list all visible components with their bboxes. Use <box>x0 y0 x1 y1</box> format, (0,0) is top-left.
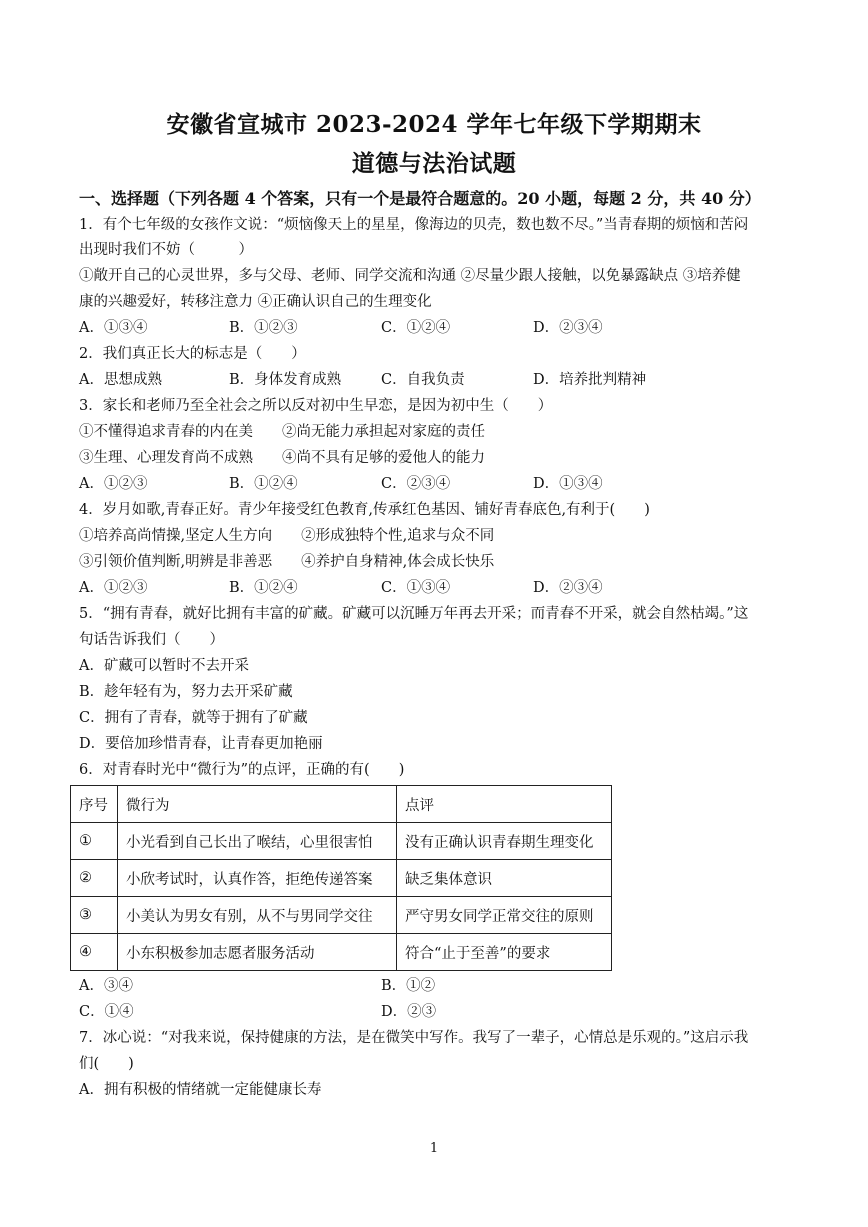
question-5-option-b[interactable]: B．趁年轻有为，努力去开采矿藏 <box>79 684 293 700</box>
question-2-option-c[interactable]: C．自我负责 <box>381 372 465 388</box>
table-row <box>71 897 612 934</box>
table-cell: ③ <box>71 897 118 934</box>
question-5-option-d[interactable]: D．要倍加珍惜青春，让青春更加艳丽 <box>79 736 323 752</box>
question-4-statements-line-1: ①培养高尚情操,坚定人生方向 ②形成独特个性,追求与众不同 <box>79 528 495 544</box>
question-4-statements-line-2: ③引领价值判断,明辨是非善恶 ④养护自身精神,体会成长快乐 <box>79 554 495 570</box>
table-cell: 小欣考试时，认真作答，拒绝传递答案 <box>118 860 397 897</box>
table-cell: 没有正确认识青春期生理变化 <box>397 823 612 860</box>
question-1-option-c[interactable]: C．①②④ <box>381 320 451 336</box>
table-cell: 符合“止于至善”的要求 <box>397 934 612 971</box>
question-7-stem-line-2: 们( ) <box>79 1056 134 1072</box>
question-4-option-a[interactable]: A．①②③ <box>79 580 148 596</box>
question-1-stem-line-2: 出现时我们不妨（ ） <box>79 242 253 258</box>
question-3-option-d[interactable]: D．①③④ <box>533 476 603 492</box>
question-6-option-b[interactable]: B．①② <box>381 978 436 994</box>
table-cell: 缺乏集体意识 <box>397 860 612 897</box>
table-cell: ① <box>71 823 118 860</box>
table-header-cell: 点评 <box>397 786 612 823</box>
question-2-option-a[interactable]: A．思想成熟 <box>79 372 162 388</box>
table-cell: 小东积极参加志愿者服务活动 <box>118 934 397 971</box>
question-5-option-a[interactable]: A．矿藏可以暂时不去开采 <box>79 658 249 674</box>
question-7-stem-line-1: 7．冰心说：“对我来说，保持健康的方法，是在微笑中写作。我写了一辈子，心情总是乐观的。”这启示我 <box>79 1030 749 1046</box>
question-6-stem: 6．对青春时光中“微行为”的点评，正确的有( ) <box>79 762 405 778</box>
question-3-statements-line-2: ③生理、心理发育尚不成熟 ④尚不具有足够的爱他人的能力 <box>79 450 485 466</box>
question-4-stem: 4．岁月如歌,青春正好。青少年接受红色教育,传承红色基因、铺好青春底色,有利于( ) <box>79 502 650 518</box>
question-3-option-b[interactable]: B．①②④ <box>229 476 298 492</box>
question-2-option-d[interactable]: D．培养批判精神 <box>533 372 647 388</box>
question-2-stem: 2．我们真正长大的标志是（ ） <box>79 346 306 362</box>
question-3-stem: 3．家长和老师乃至全社会之所以反对初中生早恋，是因为初中生（ ） <box>79 398 553 414</box>
question-5-option-c[interactable]: C．拥有了青春，就等于拥有了矿藏 <box>79 710 308 726</box>
question-3-statements-line-1: ①不懂得追求青春的内在美 ②尚无能力承担起对家庭的责任 <box>79 424 485 440</box>
question-4-option-b[interactable]: B．①②④ <box>229 580 298 596</box>
question-7-option-a[interactable]: A．拥有积极的情绪就一定能健康长寿 <box>79 1082 322 1098</box>
exam-subtitle: 道德与法治试题 <box>351 150 517 177</box>
question-1-option-b[interactable]: B．①②③ <box>229 320 298 336</box>
table-row <box>71 860 612 897</box>
table-row <box>71 823 612 860</box>
question-4-option-c[interactable]: C．①③④ <box>381 580 451 596</box>
question-1-option-d[interactable]: D．②③④ <box>533 320 603 336</box>
question-6-option-c[interactable]: C．①④ <box>79 1004 134 1020</box>
table-row <box>71 934 612 971</box>
question-1-stem-line-1: 1．有个七年级的女孩作文说：“烦恼像天上的星星，像海边的贝壳，数也数不尽。”当青春期的烦恼和苦闷 <box>79 217 749 233</box>
table-cell: 小美认为男女有别，从不与男同学交往 <box>118 897 397 934</box>
question-5-stem-line-1: 5．“拥有青春，就好比拥有丰富的矿藏。矿藏可以沉睡万年再去开采；而青春不开采，就会自然枯竭。”这 <box>79 606 749 622</box>
section-heading: 一、选择题（下列各题 4 个答案，只有一个是最符合题意的。20 小题，每题 2 分，共 40 分） <box>79 189 761 208</box>
question-2-option-b[interactable]: B．身体发育成熟 <box>229 372 342 388</box>
question-1-option-a[interactable]: A．①③④ <box>79 320 148 336</box>
question-6-table <box>70 785 612 971</box>
table-header-cell: 序号 <box>71 786 118 823</box>
question-1-statements-line-1: ①敞开自己的心灵世界，多与父母、老师、同学交流和沟通 ②尽量少跟人接触，以免暴露缺点 ③培养健 <box>79 268 741 284</box>
question-4-option-d[interactable]: D．②③④ <box>533 580 603 596</box>
table-cell: 严守男女同学正常交往的原则 <box>397 897 612 934</box>
page-number: 1 <box>429 1141 439 1156</box>
table-cell: ④ <box>71 934 118 971</box>
table-header-row <box>71 786 612 823</box>
question-5-stem-line-2: 句话告诉我们（ ） <box>79 632 224 648</box>
table-cell: 小光看到自己长出了喉结，心里很害怕 <box>118 823 397 860</box>
question-3-option-c[interactable]: C．②③④ <box>381 476 451 492</box>
question-1-statements-line-2: 康的兴趣爱好，转移注意力 ④正确认识自己的生理变化 <box>79 294 432 310</box>
question-3-option-a[interactable]: A．①②③ <box>79 476 148 492</box>
exam-title: 安徽省宣城市 2023-2024 学年七年级下学期期末 <box>166 111 702 138</box>
table-header-cell: 微行为 <box>118 786 397 823</box>
table-cell: ② <box>71 860 118 897</box>
question-6-option-d[interactable]: D．②③ <box>381 1004 437 1020</box>
question-6-option-a[interactable]: A．③④ <box>79 978 133 994</box>
